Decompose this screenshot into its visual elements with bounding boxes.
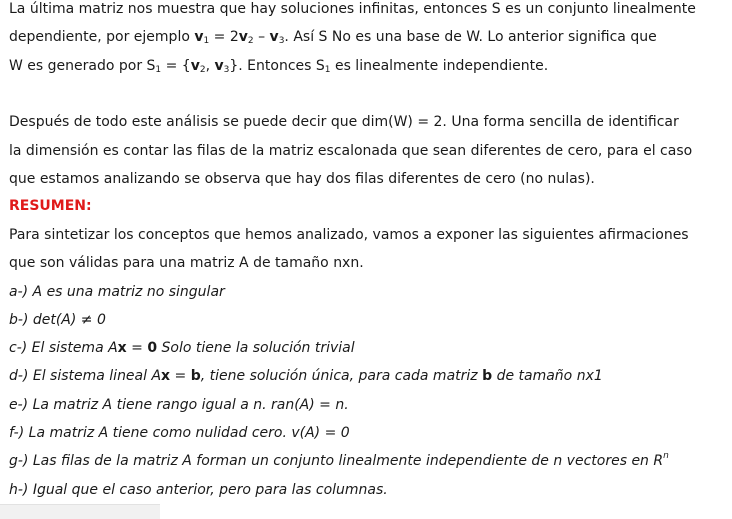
vector-x: x [161, 368, 171, 384]
subscript: 1 [324, 65, 331, 75]
list-item-h [9, 481, 388, 499]
text: h-) Igual que el caso anterior, pero para las columnas. [9, 482, 388, 498]
superscript: n [663, 451, 669, 461]
text: Para sintetizar los conceptos que hemos analizado, vamos a exponer las siguientes afirmaciones [9, 227, 689, 243]
list-item-a [9, 283, 225, 301]
text: Solo tiene la solución trivial [157, 340, 355, 356]
text: = 2 [209, 29, 239, 45]
subscript: 1 [155, 65, 162, 75]
text: = [126, 340, 148, 356]
text: g-) Las filas de la matriz A forman un conjunto linealmente independiente de n vectores en R [9, 453, 664, 469]
text: que son válidas para una matriz A de tamaño nxn. [9, 255, 364, 271]
resumen-heading [9, 197, 92, 215]
vector-b: b [482, 368, 493, 384]
vector-v2: v [190, 58, 200, 74]
vector-b: b [190, 368, 201, 384]
text: es linealmente independiente. [330, 58, 549, 74]
text: c-) El sistema A [9, 340, 118, 356]
list-item-b [9, 311, 106, 329]
text: = { [161, 58, 191, 74]
list-item-d [9, 367, 603, 385]
horizontal-scrollbar[interactable] [0, 504, 160, 519]
text: dependiente, por ejemplo [9, 29, 195, 45]
text: f-) La matriz A tiene como nulidad cero. v(A) = 0 [9, 425, 350, 441]
subscript: 2 [247, 36, 254, 46]
para1-line1 [9, 0, 696, 18]
subscript: 3 [278, 36, 285, 46]
para1-line1-text: La última matriz nos muestra que hay soluciones infinitas, entonces S es un conjunto linealmente [9, 1, 696, 17]
vector-x: x [117, 340, 127, 356]
intro-line2 [9, 254, 364, 272]
para2-line3 [9, 170, 595, 188]
subscript: 1 [203, 36, 210, 46]
list-item-g [9, 452, 669, 470]
text: de tamaño nx1 [492, 368, 603, 384]
para1-line3 [9, 57, 548, 75]
text: la dimensión es contar las filas de la matriz escalonada que sean diferentes de cero, para el caso [9, 143, 693, 159]
subscript: 2 [199, 65, 206, 75]
list-item-e [9, 396, 349, 414]
vector-v1: v [194, 29, 204, 45]
text: , tiene solución única, para cada matriz [200, 368, 483, 384]
para2-line2 [9, 142, 692, 160]
vector-zero: 0 [147, 340, 158, 356]
vector-v3: v [214, 58, 224, 74]
text: . Así S No es una base de W. Lo anterior significa que [284, 29, 657, 45]
text: e-) La matriz A tiene rango igual a n. ran(A) = n. [9, 397, 349, 413]
list-item-c [9, 339, 355, 357]
text: }. Entonces S [229, 58, 325, 74]
subscript: 3 [223, 65, 230, 75]
text: d-) El sistema lineal A [9, 368, 162, 384]
intro-line1 [9, 226, 689, 244]
list-item-f [9, 424, 350, 442]
text: b-) det(A) ≠ 0 [9, 312, 106, 328]
para1-line2 [9, 28, 657, 46]
vector-v2: v [238, 29, 248, 45]
text: a-) A es una matriz no singular [9, 284, 225, 300]
text: Después de todo este análisis se puede decir que dim(W) = 2. Una forma sencilla de identificar [9, 114, 679, 130]
heading-text: RESUMEN: [9, 198, 92, 214]
text: que estamos analizando se observa que hay dos filas diferentes de cero (no nulas). [9, 171, 595, 187]
text: W es generado por S [9, 58, 156, 74]
text: = [170, 368, 191, 384]
vector-v3: v [269, 29, 279, 45]
text: , [205, 58, 215, 74]
text: – [253, 29, 270, 45]
para2-line1 [9, 113, 679, 131]
